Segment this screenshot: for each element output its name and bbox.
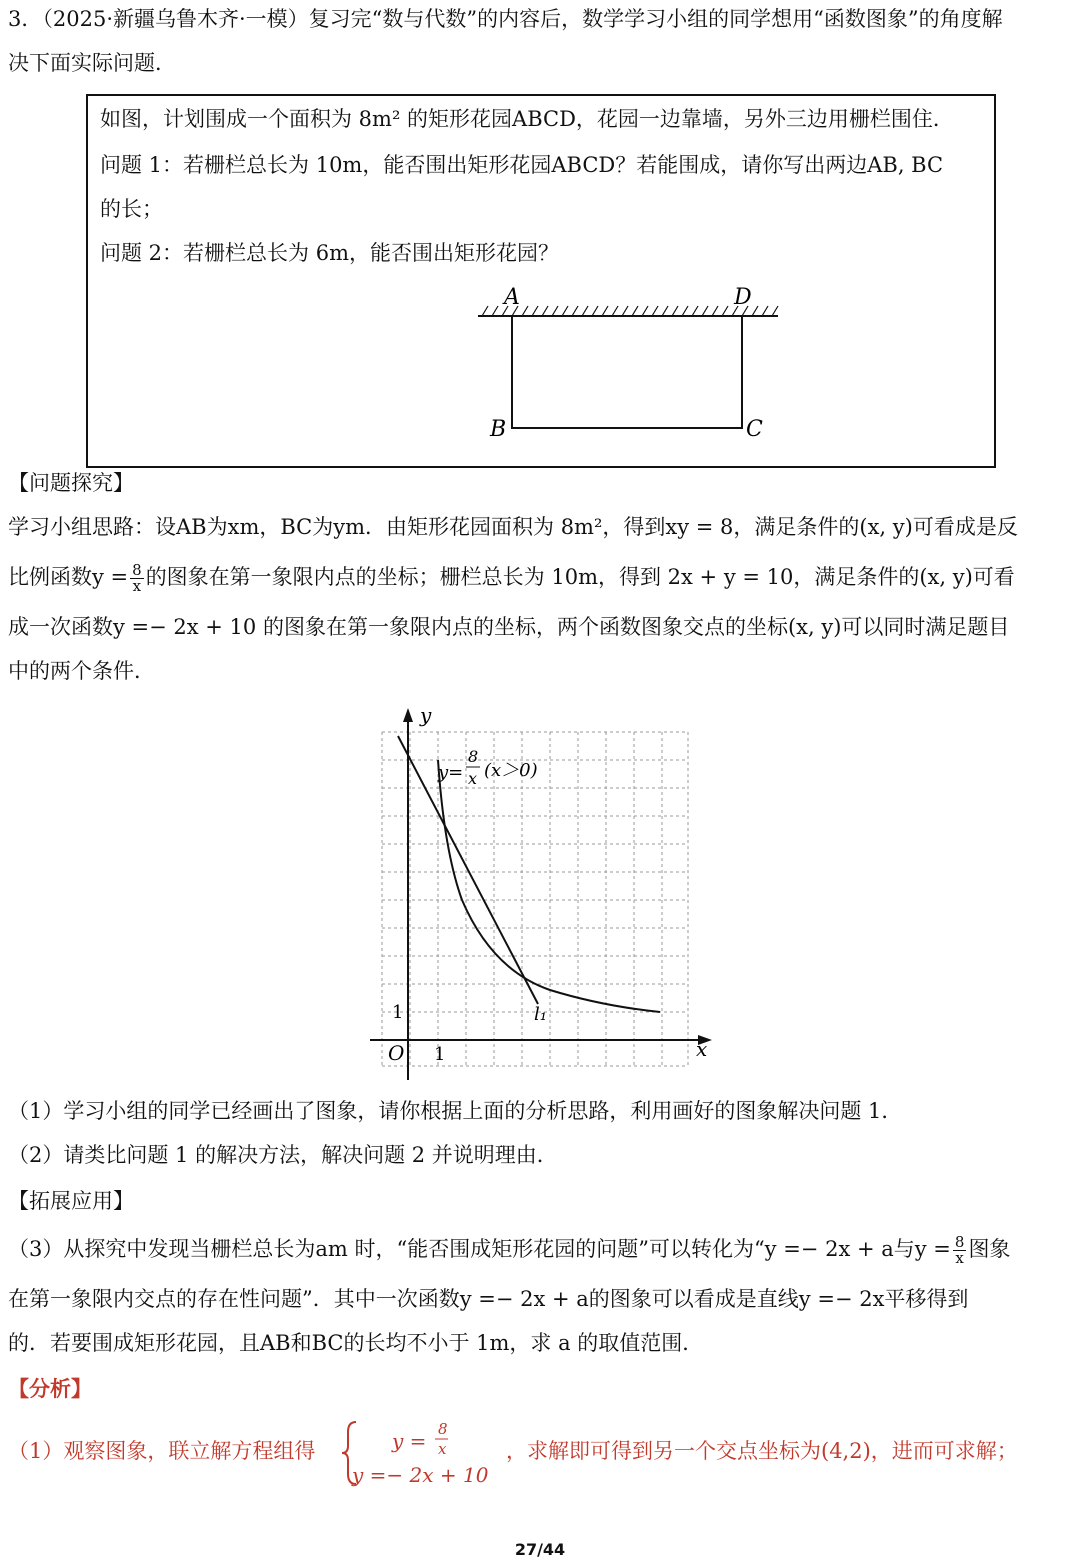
question-source-text: （2025·新疆乌鲁木齐·一模）复习完“数与代数”的内容后，数学学习小组的同学想用“函数图象”的角度解 [42, 7, 1003, 31]
origin-label: O [388, 1041, 405, 1065]
explore-line-3: 成一次函数y =− 2x + 10 的图象在第一象限内点的坐标，两个函数图象交点的坐标(x, y)可以同时满足题目 [8, 615, 1010, 639]
y-axis-arrow [403, 708, 413, 722]
explore-header: 【问题探究】 [8, 471, 134, 495]
extend-line-2: 在第一象限内交点的存在性问题”．其中一次函数y =− 2x + a的图象可以看成是直线y =− 2x平移得到 [8, 1287, 969, 1311]
hyperbola-curve [438, 760, 660, 1012]
eq2: y =− 2x + 10 [352, 1463, 489, 1487]
fence-rectangle [512, 316, 742, 428]
curve-label-prefix: y= [438, 762, 464, 783]
eq1-den: x [438, 1440, 447, 1458]
explore-line-4: 中的两个条件． [8, 659, 155, 683]
extend-line-1 [8, 1234, 1072, 1266]
box-line-3: 的长； [100, 197, 163, 221]
explore-line-2 [8, 562, 1072, 594]
explore-fraction [130, 563, 144, 594]
box-line-1: 如图，计划围成一个面积为 8m² 的矩形花园ABCD，花园一边靠墙，另外三边用栅栏围住． [100, 107, 954, 131]
question-1: （1）学习小组的同学已经画出了图象，请你根据上面的分析思路，利用画好的图象解决问题 1． [8, 1099, 903, 1123]
garden-diagram [468, 276, 798, 456]
extend-line-1-end: 图象 [968, 1237, 1011, 1261]
explore-line-2-start: 比例函数y = [8, 565, 129, 589]
curve-label-den: x [468, 769, 478, 788]
x-axis-label: x [696, 1037, 708, 1061]
extend-line-3: 的．若要围成矩形花园，且AB和BC的长均不小于 1m，求 a 的取值范围． [8, 1331, 704, 1355]
box-line-4: 问题 2：若栅栏总长为 6m，能否围出矩形花园？ [100, 241, 559, 265]
question-2: （2）请类比问题 1 的解决方法，解决问题 2 并说明理由． [8, 1143, 558, 1167]
label-c: C [746, 417, 763, 442]
function-graph [362, 700, 722, 1090]
label-a: A [504, 285, 520, 310]
label-d: D [734, 285, 752, 310]
curve-label-num: 8 [468, 747, 479, 766]
analysis-line-suffix: ，求解即可得到另一个交点坐标为(4,2)，进而可求解； [506, 1439, 1018, 1463]
question-line-2: 决下面实际问题． [8, 51, 176, 75]
explore-frac-num: 8 [132, 561, 142, 579]
eq1-num: 8 [438, 1420, 448, 1438]
x-tick-label: 1 [434, 1044, 446, 1065]
equation-system [340, 1418, 500, 1488]
page-number: 27/44 [514, 1540, 566, 1559]
label-b: B [490, 417, 507, 442]
extend-frac-den: x [955, 1249, 964, 1267]
box-line-2: 问题 1：若栅栏总长为 10m，能否围出矩形花园ABCD？若能围成，请你写出两边AB, BC [100, 153, 944, 177]
curve-label-suffix: (x＞0) [484, 760, 538, 781]
question-line-1 [8, 4, 1072, 34]
explore-line-2-end: 的图象在第一象限内点的坐标；栅栏总长为 10m，得到 2x + y = 10，满足条件的(x, y)可看 [145, 565, 1015, 589]
extend-header: 【拓展应用】 [8, 1189, 134, 1213]
explore-frac-den: x [132, 577, 142, 595]
extend-frac-num: 8 [954, 1233, 965, 1251]
problem-box [86, 94, 996, 468]
line-label-l1: l₁ [534, 1004, 547, 1025]
y-axis-label: y [420, 703, 432, 727]
analysis-header: 【分析】 [8, 1376, 92, 1401]
extend-fraction [953, 1235, 967, 1266]
y-tick-label: 1 [392, 1002, 404, 1023]
eq1-lhs: y = [392, 1429, 427, 1453]
question-number: 3． [8, 7, 43, 31]
analysis-line-prefix: （1）观察图象，联立解方程组得 [8, 1439, 316, 1463]
explore-line-1: 学习小组思路：设AB为xm，BC为ym．由矩形花园面积为 8m²，得到xy = 8，满足条件的(x, y)可看成是反 [8, 515, 1018, 539]
extend-line-1-start: （3）从探究中发现当栅栏总长为am 时，“能否围成矩形花园的问题”可以转化为“y =− 2x + a与y = [8, 1237, 951, 1261]
